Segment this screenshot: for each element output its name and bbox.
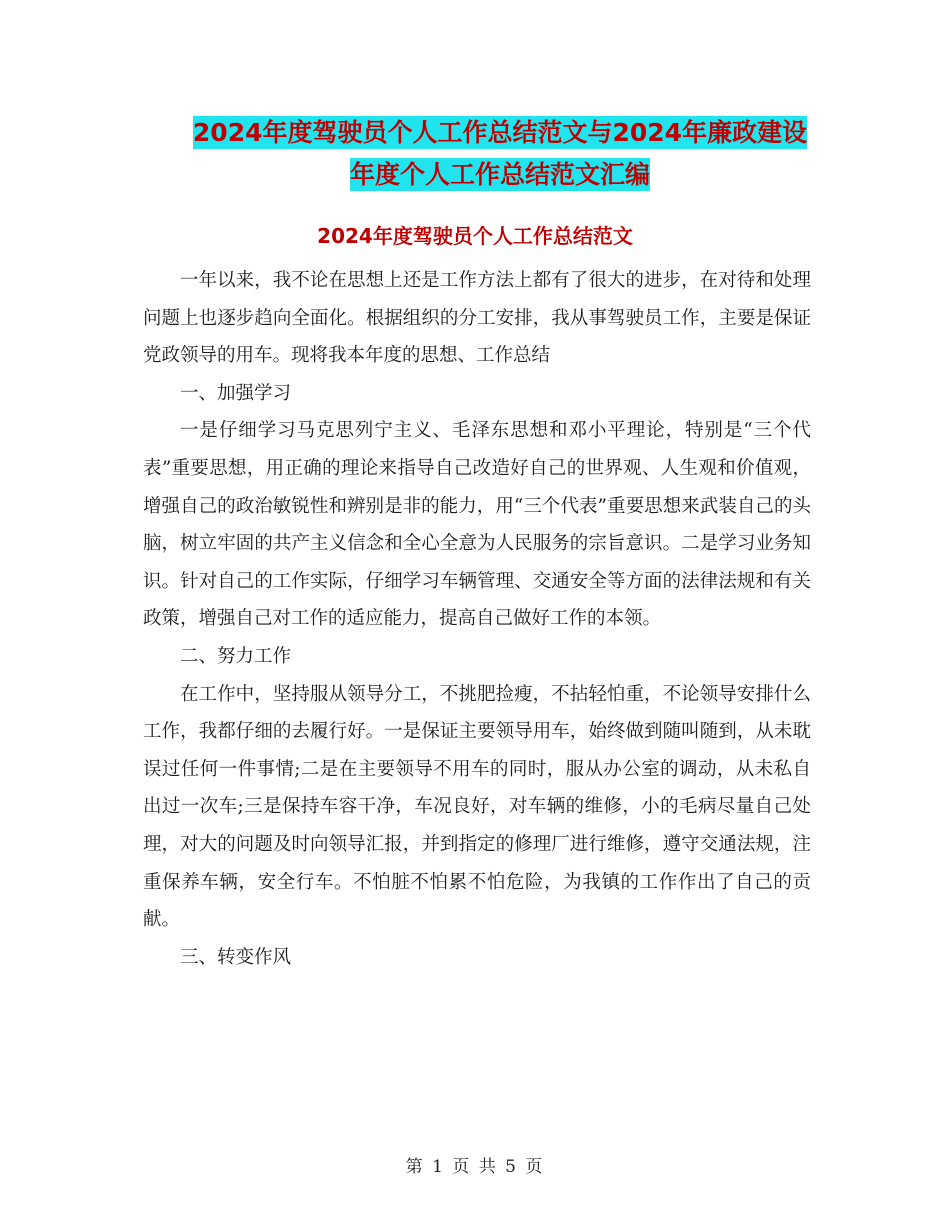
- paragraph-intro: 一年以来，我不论在思想上还是工作方法上都有了很大的进步，在对待和处理问题上也逐步趋向全面化。根据组织的分工安排，我从事驾驶员工作，主要是保证党政领导的用车。现将我本年度的思想、工作总结: [143, 270, 811, 367]
- heading-work: 二、努力工作: [180, 645, 292, 667]
- document-title-line1: 2024年度驾驶员个人工作总结范文与2024年廉政建设: [192, 118, 808, 147]
- section-title: 2024年度驾驶员个人工作总结范文: [317, 224, 633, 248]
- heading-study: 一、加强学习: [180, 382, 292, 404]
- heading-style: 三、转变作风: [180, 946, 292, 968]
- paragraph-work: 在工作中，坚持服从领导分工，不挑肥捡瘦，不拈轻怕重，不论领导安排什么工作，我都仔细的去履行好。一是保证主要领导用车，始终做到随叫随到，从未耽误过任何一件事情;二是在主要领导不用车的同时，服从办公室的调动，从未私自出过一次车;三是保持车容干净，车况良好，对车辆的维修，小的毛病尽量自己处理，对大的问题及时向领导汇报，并到指定的修理厂进行维修，遵守交通法规，注重保养车辆，安全行车。不怕脏不怕累不怕危险，为我镇的工作作出了自己的贡献。: [143, 683, 811, 931]
- document-title-line2: 年度个人工作总结范文汇编: [349, 160, 650, 189]
- document-title: [100, 112, 900, 196]
- paragraph-study: 一是仔细学习马克思列宁主义、毛泽东思想和邓小平理论，特别是“三个代表”重要思想，用正确的理论来指导自己改造好自己的世界观、人生观和价值观，增强自己的政治敏锐性和辨别是非的能力，用“三个代表”重要思想来武装自己的头脑，树立牢固的共产主义信念和全心全意为人民服务的宗旨意识。二是学习业务知识。针对自己的工作实际，仔细学习车辆管理、交通安全等方面的法律法规和有关政策，增强自己对工作的适应能力，提高自己做好工作的本领。: [143, 420, 811, 630]
- document-body: [143, 262, 811, 976]
- page-footer: 第 1 页 共 5 页: [405, 1157, 545, 1177]
